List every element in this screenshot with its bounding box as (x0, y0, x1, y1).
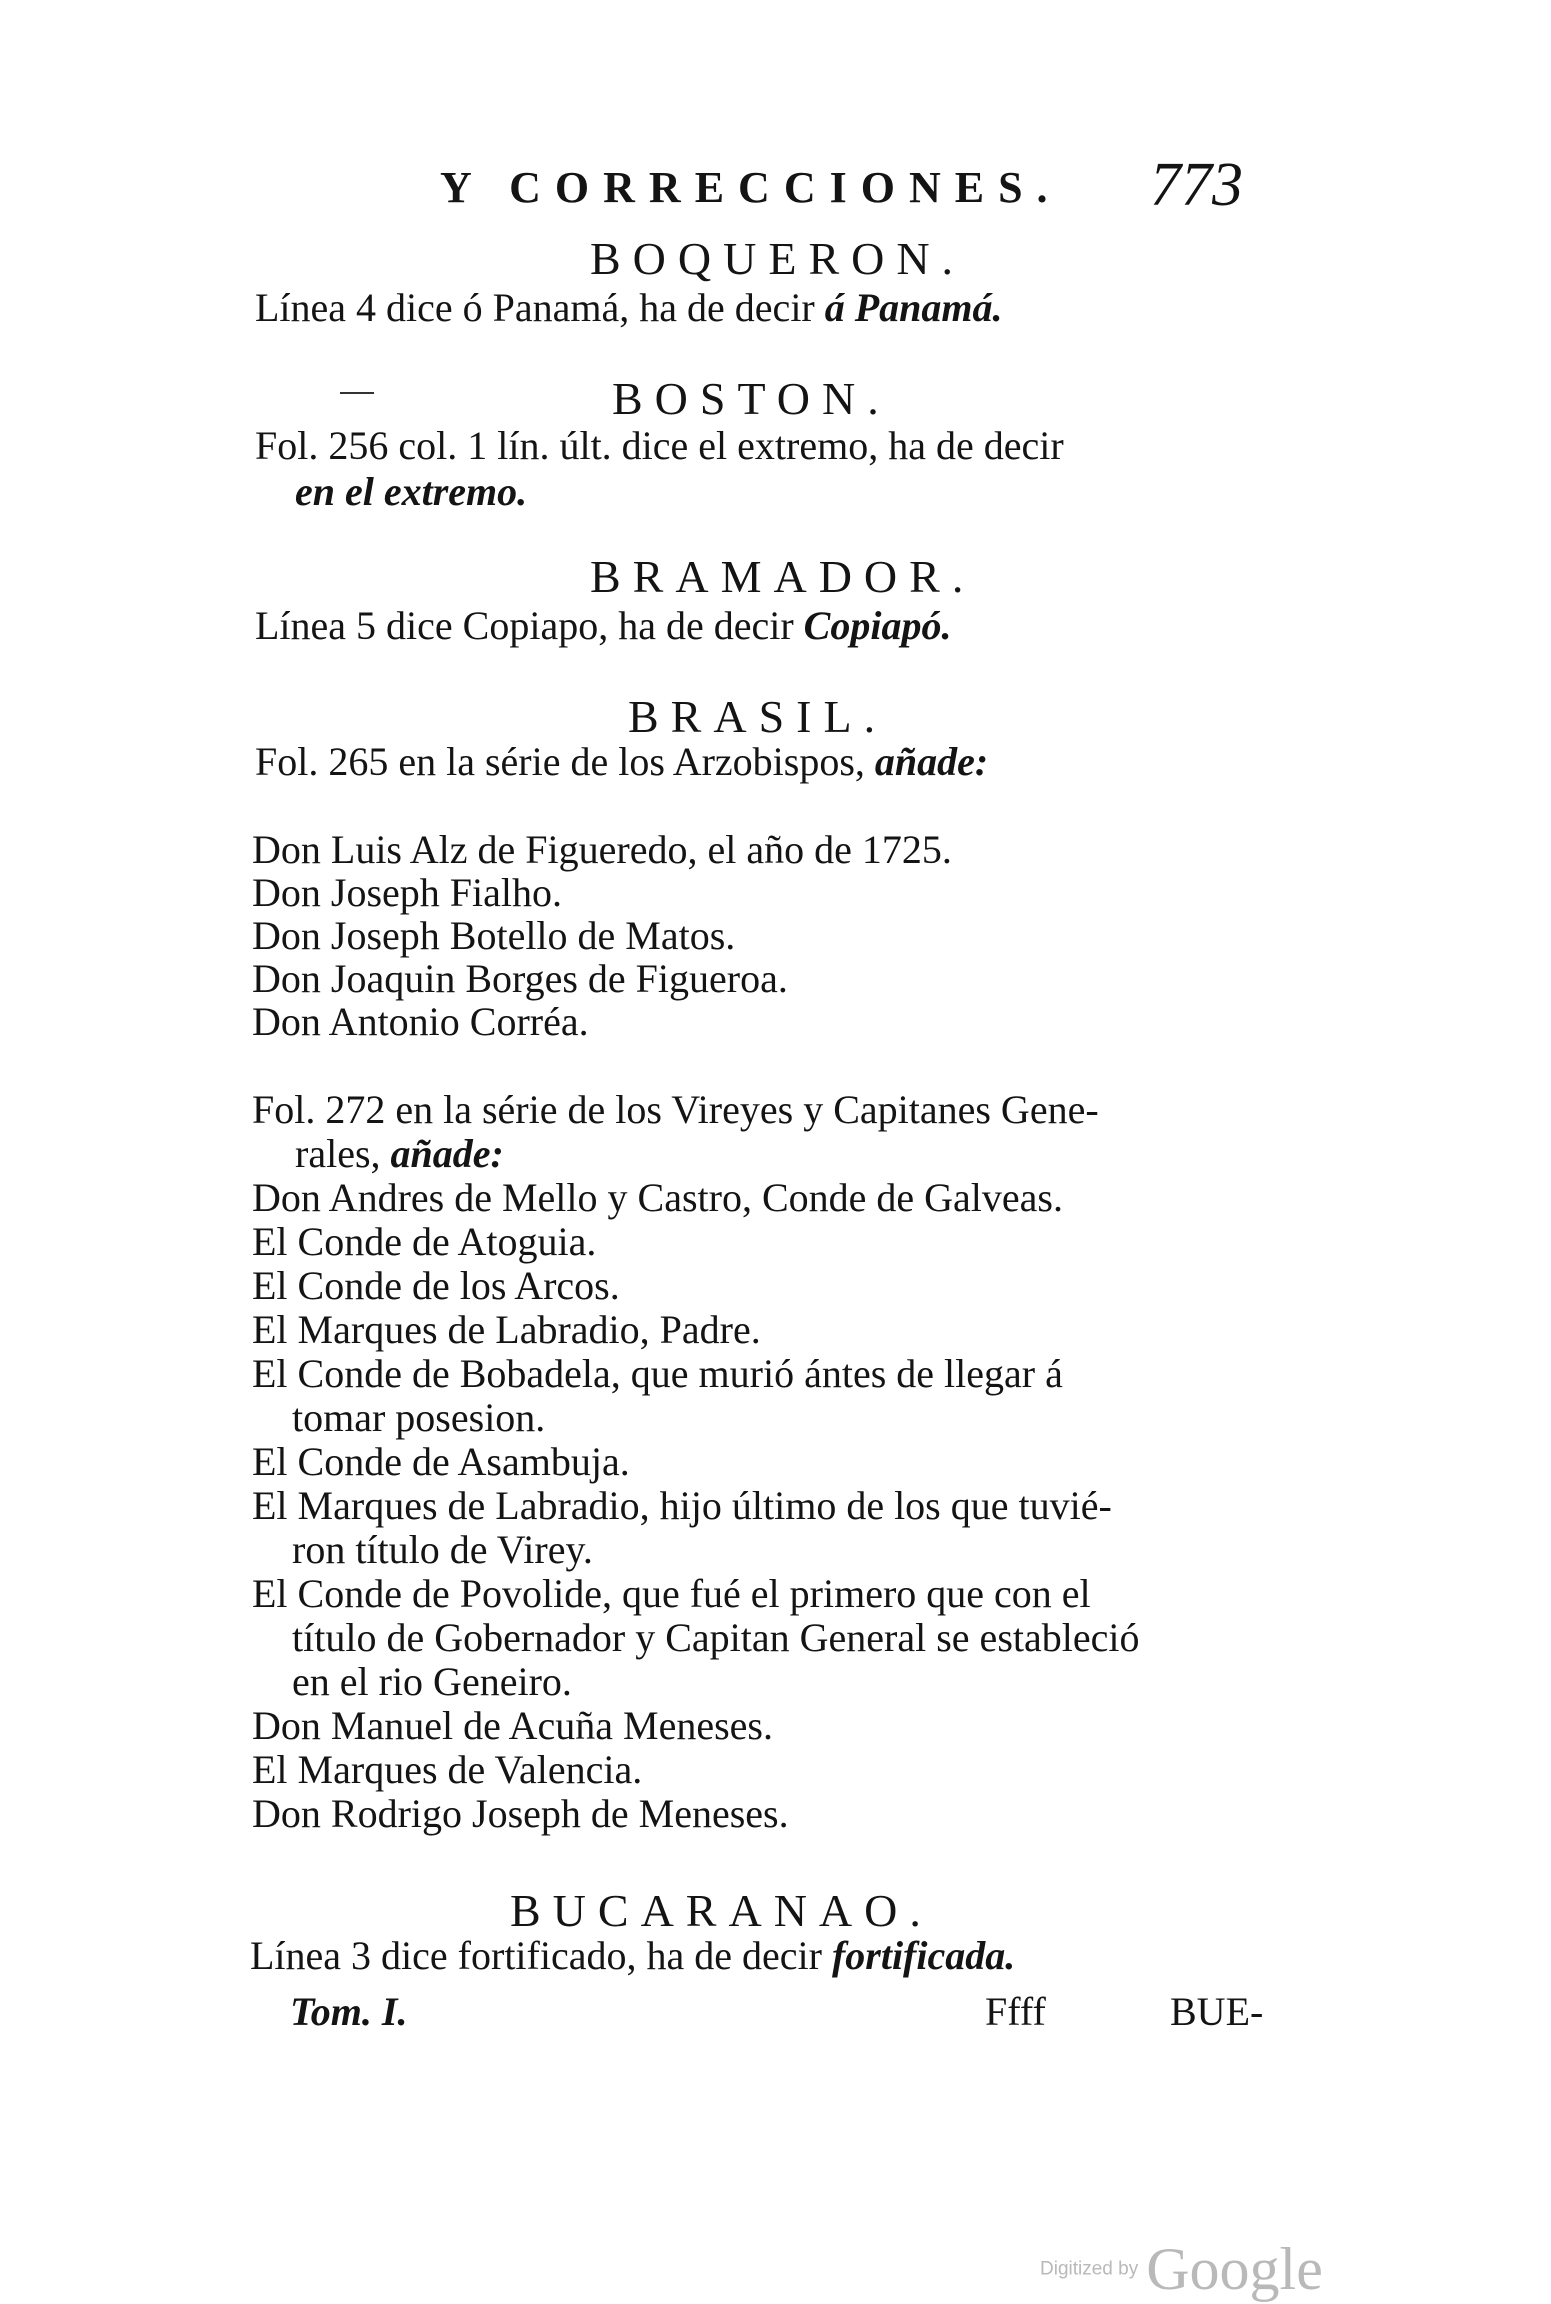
fol272-text: rales, (295, 1131, 391, 1176)
correction-line-boston-2: en el extremo. (295, 469, 528, 514)
page-number: 773 (1150, 151, 1243, 219)
virey-item-continuation: ron título de Virey. (292, 1527, 593, 1572)
virey-item: El Conde de Atoguia. (252, 1219, 597, 1264)
virey-item: El Conde de los Arcos. (252, 1263, 620, 1308)
virey-item: El Marques de Valencia. (252, 1747, 643, 1792)
virey-item: El Marques de Labradio, hijo último de los que tuvié- (252, 1483, 1112, 1528)
virey-item-continuation: en el rio Geneiro. (292, 1659, 572, 1704)
watermark-brand: Google (1146, 2236, 1323, 2302)
correction-line-boston-1: Fol. 256 col. 1 lín. últ. dice el extremo, ha de decir (255, 423, 1064, 468)
correction-emphasis: fortificada. (831, 1933, 1016, 1978)
correction-emphasis: á Panamá. (824, 285, 1003, 330)
entry-heading-boqueron: BOQUERON. (590, 233, 966, 284)
correction-text: Línea 5 dice Copiapo, ha de decir (255, 603, 804, 648)
arzobispo-item: Don Joseph Botello de Matos. (252, 913, 736, 958)
correction-line-boqueron (255, 285, 1003, 330)
correction-line-bramador (255, 603, 952, 648)
fol272-emphasis: añade: (390, 1131, 504, 1176)
correction-text: Línea 4 dice ó Panamá, ha de decir (255, 285, 825, 330)
digitized-watermark (1040, 2235, 1323, 2304)
entry-heading-bucaranao: BUCARANAO. (510, 1885, 933, 1936)
virey-item: El Conde de Bobadela, que murió ántes de llegar á (252, 1351, 1063, 1396)
running-head: Y CORRECCIONES. (440, 163, 1062, 212)
virey-item: Don Rodrigo Joseph de Meneses. (252, 1791, 789, 1836)
arzobispo-item: Don Antonio Corréa. (252, 999, 589, 1044)
arzobispo-item: Don Joseph Fialho. (252, 870, 562, 915)
entry-heading-boston: BOSTON. (612, 373, 891, 424)
virey-item: El Conde de Povolide, que fué el primero que con el (252, 1571, 1091, 1616)
virey-item: Don Andres de Mello y Castro, Conde de Galveas. (252, 1175, 1063, 1220)
catchword: BUE- (1170, 1989, 1264, 2034)
arzobispo-item: Don Luis Alz de Figueredo, el año de 1725. (252, 827, 952, 872)
entry-heading-brasil: BRASIL. (628, 691, 888, 742)
virey-item: El Conde de Asambuja. (252, 1439, 630, 1484)
fol272-line-2 (295, 1131, 504, 1176)
signature-mark: Ffff (985, 1989, 1046, 2034)
watermark-prefix: Digitized by (1040, 2258, 1139, 2280)
virey-item-continuation: tomar posesion. (292, 1395, 546, 1440)
divider-dash (340, 392, 374, 394)
correction-line-bucaranao (250, 1933, 1016, 1978)
virey-item: El Marques de Labradio, Padre. (252, 1307, 761, 1352)
brasil-intro-emphasis: añade: (874, 739, 989, 784)
brasil-intro-line (255, 739, 989, 784)
fol272-line-1: Fol. 272 en la série de los Vireyes y Capitanes Gene- (252, 1087, 1099, 1132)
arzobispo-item: Don Joaquin Borges de Figueroa. (252, 956, 788, 1001)
volume-label: Tom. I. (290, 1989, 408, 2034)
brasil-intro-text: Fol. 265 en la série de los Arzobispos, (255, 739, 875, 784)
entry-heading-bramador: BRAMADOR. (590, 551, 976, 602)
virey-item-continuation: título de Gobernador y Capitan General se estableció (292, 1615, 1140, 1660)
correction-emphasis: Copiapó. (803, 603, 952, 648)
correction-text: Línea 3 dice fortificado, ha de decir (250, 1933, 832, 1978)
virey-item: Don Manuel de Acuña Meneses. (252, 1703, 773, 1748)
